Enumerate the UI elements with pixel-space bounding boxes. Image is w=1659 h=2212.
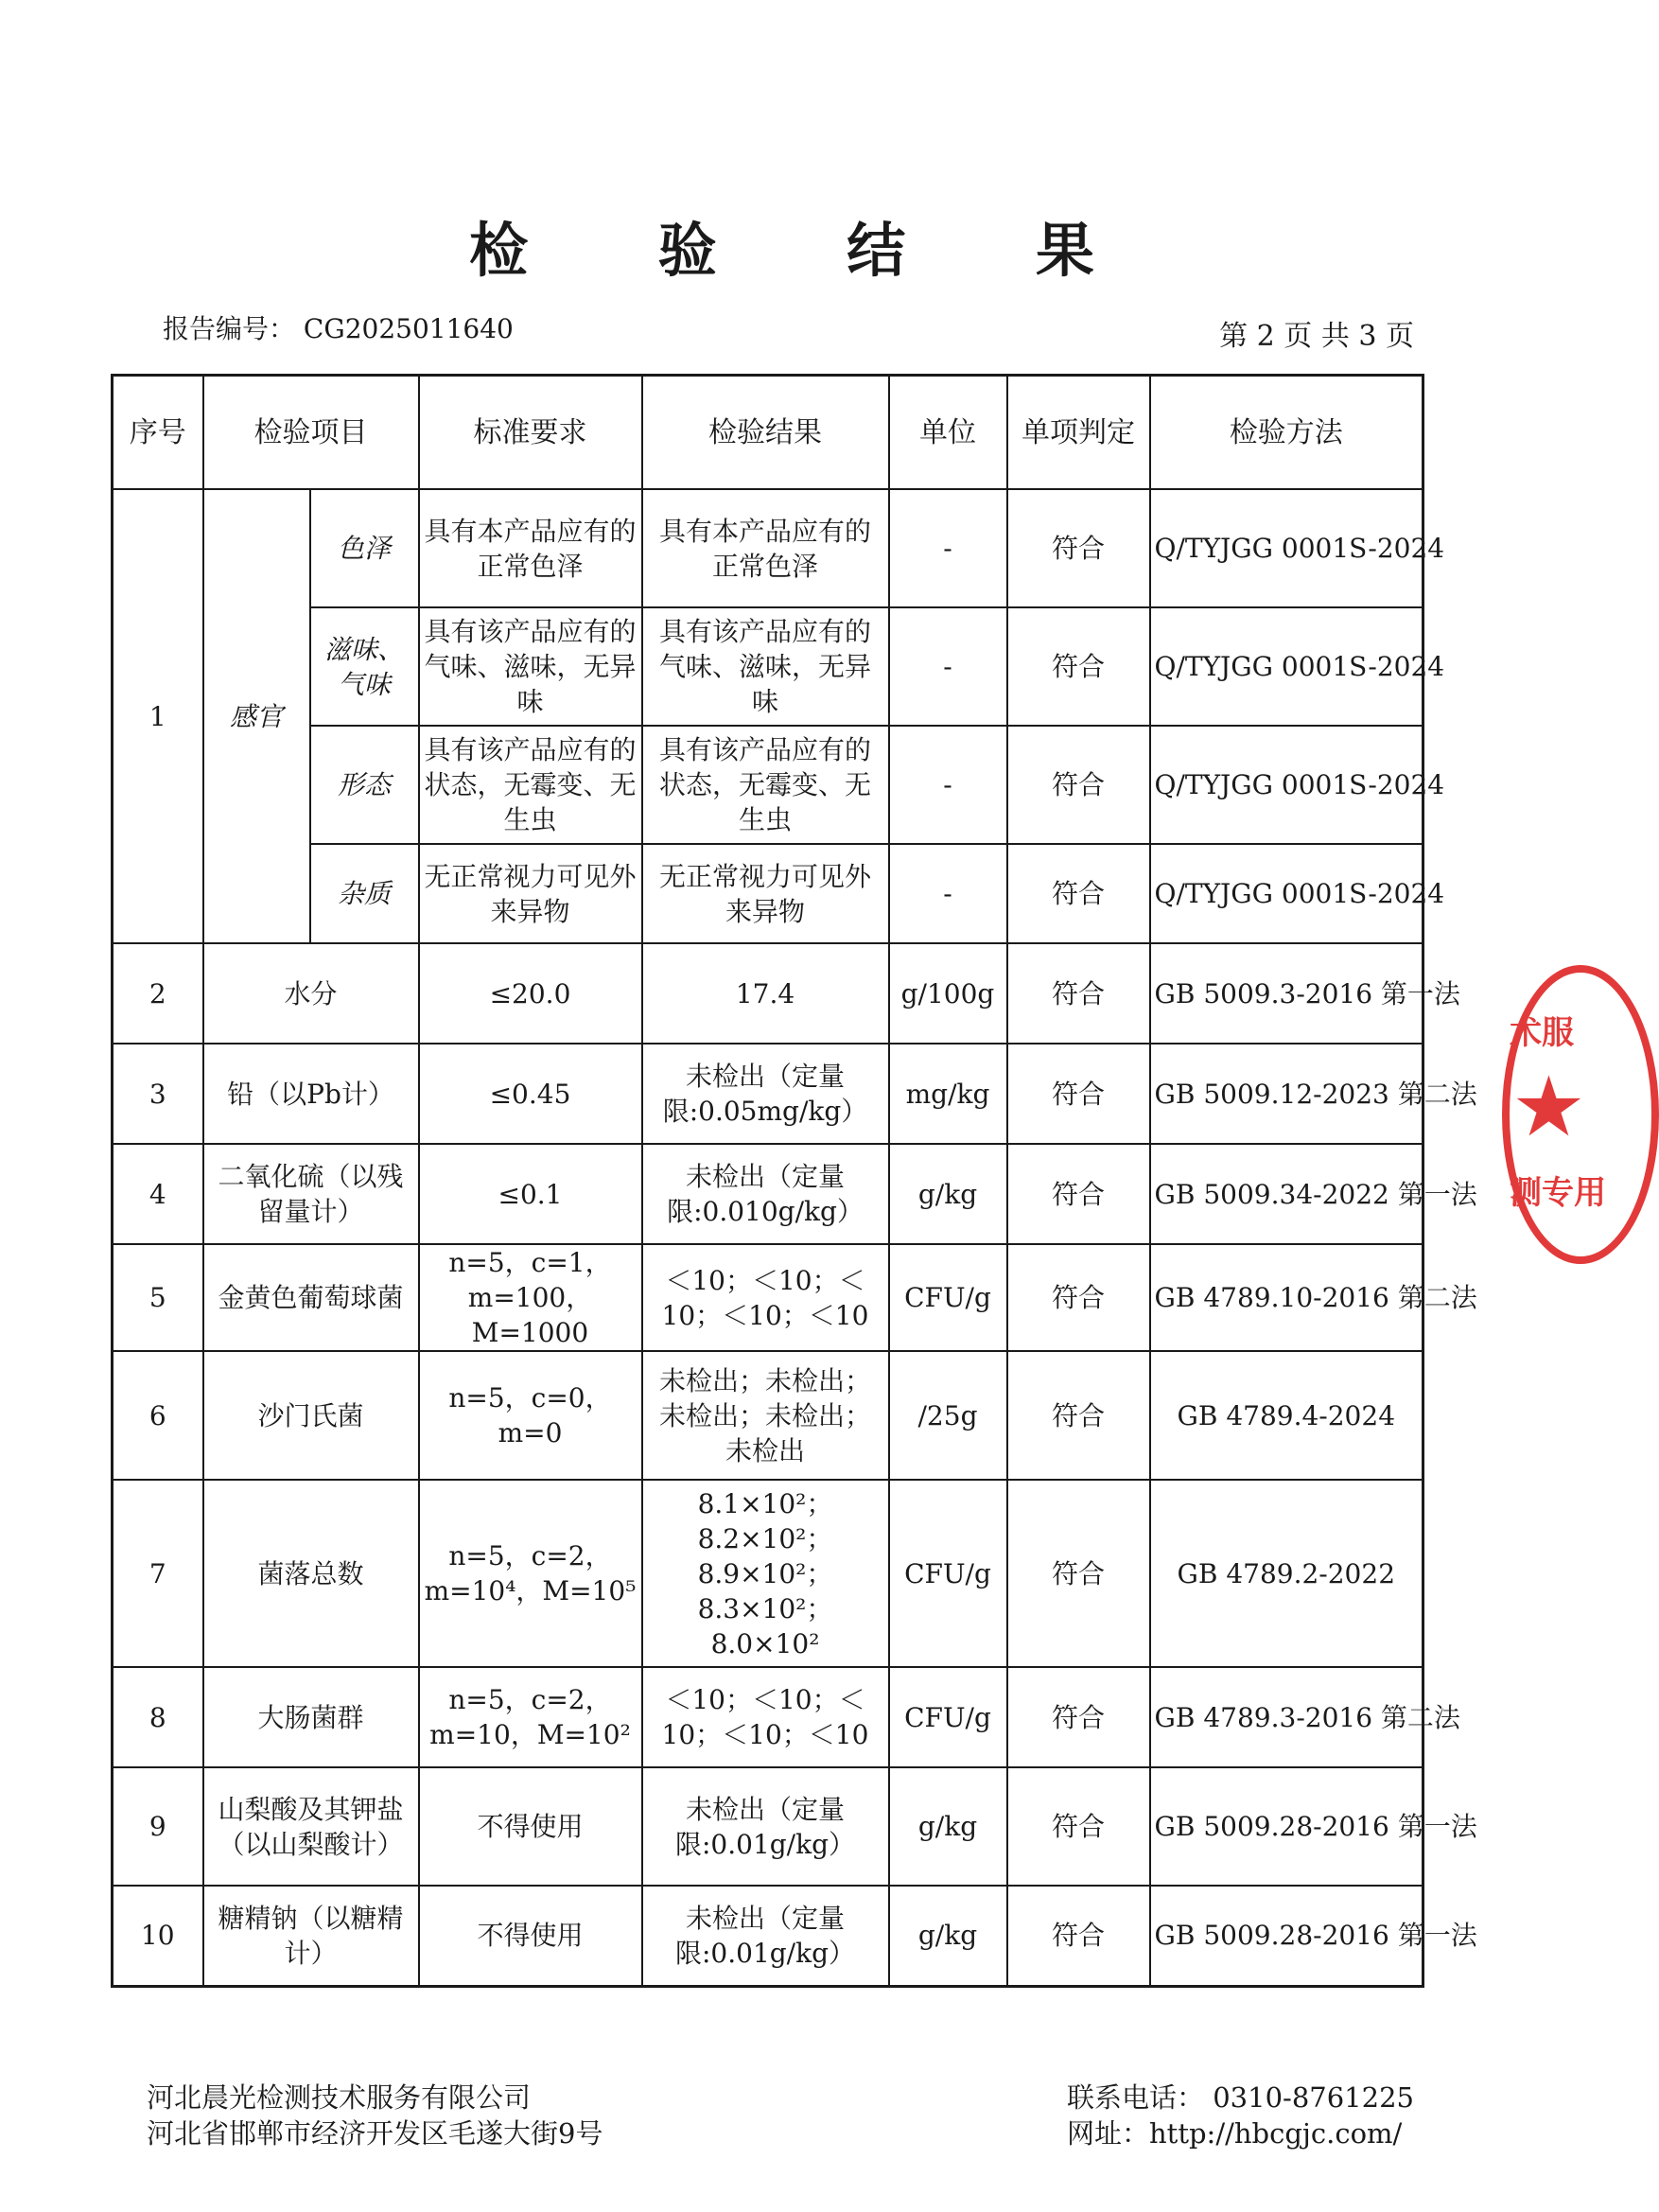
table-row	[113, 1480, 1423, 1667]
verdict-cell: 符合	[1007, 607, 1150, 726]
standard-cell: 不得使用	[419, 1767, 642, 1886]
unit-cell: g/100g	[889, 943, 1007, 1044]
header-no: 序号	[113, 376, 203, 490]
table-row	[113, 1667, 1423, 1767]
contact-phone: 联系电话： 0310-8761225	[1067, 2081, 1414, 2114]
standard-cell: ≤0.1	[419, 1144, 642, 1244]
header-method: 检验方法	[1150, 376, 1423, 490]
star-icon: ★	[1511, 1058, 1586, 1155]
row-no: 2	[113, 943, 203, 1044]
row-no: 5	[113, 1244, 203, 1351]
table-row	[113, 1351, 1423, 1480]
result-cell: 未检出（定量限:0.010g/kg）	[642, 1144, 889, 1244]
item-cell: 菌落总数	[203, 1480, 419, 1667]
unit-cell: -	[889, 607, 1007, 726]
method-cell: GB 5009.28-2016 第一法	[1150, 1767, 1423, 1886]
header-unit: 单位	[889, 376, 1007, 490]
row-no: 4	[113, 1144, 203, 1244]
footer-left	[147, 2080, 602, 2151]
item-cell: 沙门氏菌	[203, 1351, 419, 1480]
unit-cell: g/kg	[889, 1767, 1007, 1886]
result-cell: 17.4	[642, 943, 889, 1044]
row-no: 10	[113, 1886, 203, 1986]
item-cell: 铅（以Pb计）	[203, 1044, 419, 1144]
result-cell: ＜10；＜10；＜10；＜10；＜10	[642, 1244, 889, 1351]
unit-cell: -	[889, 726, 1007, 844]
method-cell: GB 4789.3-2016 第二法	[1150, 1667, 1423, 1767]
standard-cell: 无正常视力可见外来异物	[419, 844, 642, 943]
row-no: 7	[113, 1480, 203, 1667]
row-no: 8	[113, 1667, 203, 1767]
item-cell: 大肠菌群	[203, 1667, 419, 1767]
method-cell: Q/TYJGG 0001S-2024	[1150, 489, 1423, 607]
inspection-seal	[1502, 965, 1659, 1264]
table-row	[113, 1767, 1423, 1886]
table-header-row	[113, 376, 1423, 490]
item-cell: 金黄色葡萄球菌	[203, 1244, 419, 1351]
standard-cell: 不得使用	[419, 1886, 642, 1986]
result-cell: 未检出（定量限:0.01g/kg）	[642, 1767, 889, 1886]
verdict-cell: 符合	[1007, 1144, 1150, 1244]
page-title: 检 验 结 果	[469, 216, 1149, 285]
table-row	[113, 489, 1423, 607]
header-item: 检验项目	[203, 376, 419, 490]
company-name: 河北晨光检测技术服务有限公司	[147, 2081, 532, 2114]
header-result: 检验结果	[642, 376, 889, 490]
method-cell: GB 5009.3-2016 第一法	[1150, 943, 1423, 1044]
result-cell: 未检出；未检出；未检出；未检出；未检出	[642, 1351, 889, 1480]
unit-cell: -	[889, 844, 1007, 943]
unit-cell: CFU/g	[889, 1480, 1007, 1667]
standard-cell: ≤20.0	[419, 943, 642, 1044]
method-cell: Q/TYJGG 0001S-2024	[1150, 844, 1423, 943]
unit-cell: mg/kg	[889, 1044, 1007, 1144]
footer-right	[1067, 2080, 1414, 2151]
method-cell: GB 4789.4-2024	[1150, 1351, 1423, 1480]
sub-item: 形态	[310, 726, 419, 844]
table-row	[113, 1044, 1423, 1144]
result-cell: 8.1×10²；8.2×10²；8.9×10²；8.3×10²；8.0×10²	[642, 1480, 889, 1667]
sub-item: 杂质	[310, 844, 419, 943]
result-cell: 具有该产品应有的气味、滋味，无异味	[642, 607, 889, 726]
standard-cell: n=5，c=1，m=100，M=1000	[419, 1244, 642, 1351]
row-no: 1	[113, 489, 203, 943]
unit-cell: CFU/g	[889, 1667, 1007, 1767]
company-address: 河北省邯郸市经济开发区毛遂大街9号	[147, 2117, 603, 2150]
unit-cell: -	[889, 489, 1007, 607]
item-cell: 山梨酸及其钾盐（以山梨酸计）	[203, 1767, 419, 1886]
unit-cell: g/kg	[889, 1144, 1007, 1244]
item-cell: 二氧化硫（以残留量计）	[203, 1144, 419, 1244]
method-cell: Q/TYJGG 0001S-2024	[1150, 607, 1423, 726]
method-cell: GB 5009.28-2016 第一法	[1150, 1886, 1423, 1986]
method-cell: GB 4789.10-2016 第二法	[1150, 1244, 1423, 1351]
seal-text-top: 术服	[1510, 1014, 1574, 1052]
table-row	[113, 943, 1423, 1044]
verdict-cell: 符合	[1007, 1767, 1150, 1886]
header-verdict: 单项判定	[1007, 376, 1150, 490]
unit-cell: g/kg	[889, 1886, 1007, 1986]
standard-cell: n=5，c=2，m=10，M=10²	[419, 1667, 642, 1767]
item-cell: 糖精钠（以糖精计）	[203, 1886, 419, 1986]
seal-text-bottom: 测专用	[1510, 1174, 1606, 1212]
standard-cell: n=5，c=0，m=0	[419, 1351, 642, 1480]
verdict-cell: 符合	[1007, 1351, 1150, 1480]
standard-cell: 具有本产品应有的正常色泽	[419, 489, 642, 607]
table-row	[113, 1244, 1423, 1351]
result-cell: 未检出（定量限:0.05mg/kg）	[642, 1044, 889, 1144]
item-cell: 水分	[203, 943, 419, 1044]
row-no: 3	[113, 1044, 203, 1144]
verdict-cell: 符合	[1007, 726, 1150, 844]
verdict-cell: 符合	[1007, 489, 1150, 607]
method-cell: Q/TYJGG 0001S-2024	[1150, 726, 1423, 844]
results-table	[111, 374, 1477, 1988]
report-number: 报告编号： CG2025011640	[163, 313, 514, 344]
verdict-cell: 符合	[1007, 1044, 1150, 1144]
sub-item: 滋味、气味	[310, 607, 419, 726]
unit-cell: /25g	[889, 1351, 1007, 1480]
website-link[interactable]: 网址：http://hbcgjc.com/	[1067, 2117, 1403, 2150]
header-standard: 标准要求	[419, 376, 642, 490]
table-row	[113, 1886, 1423, 1986]
result-cell: 具有该产品应有的状态，无霉变、无生虫	[642, 726, 889, 844]
standard-cell: 具有该产品应有的气味、滋味，无异味	[419, 607, 642, 726]
standard-cell: ≤0.45	[419, 1044, 642, 1144]
result-cell: ＜10；＜10；＜10；＜10；＜10	[642, 1667, 889, 1767]
verdict-cell: 符合	[1007, 844, 1150, 943]
table-row	[113, 1144, 1423, 1244]
sub-item: 色泽	[310, 489, 419, 607]
method-cell: GB 5009.34-2022 第一法	[1150, 1144, 1423, 1244]
verdict-cell: 符合	[1007, 1667, 1150, 1767]
page-number: 第 2 页 共 3 页	[1219, 320, 1414, 353]
result-cell: 未检出（定量限:0.01g/kg）	[642, 1886, 889, 1986]
verdict-cell: 符合	[1007, 1480, 1150, 1667]
result-cell: 无正常视力可见外来异物	[642, 844, 889, 943]
row-no: 6	[113, 1351, 203, 1480]
method-cell: GB 5009.12-2023 第二法	[1150, 1044, 1423, 1144]
standard-cell: n=5，c=2，m=10⁴，M=10⁵	[419, 1480, 642, 1667]
row-no: 9	[113, 1767, 203, 1886]
unit-cell: CFU/g	[889, 1244, 1007, 1351]
result-cell: 具有本产品应有的正常色泽	[642, 489, 889, 607]
verdict-cell: 符合	[1007, 1886, 1150, 1986]
verdict-cell: 符合	[1007, 1244, 1150, 1351]
category-label: 感官	[203, 489, 310, 943]
standard-cell: 具有该产品应有的状态，无霉变、无生虫	[419, 726, 642, 844]
method-cell: GB 4789.2-2022	[1150, 1480, 1423, 1667]
verdict-cell: 符合	[1007, 943, 1150, 1044]
